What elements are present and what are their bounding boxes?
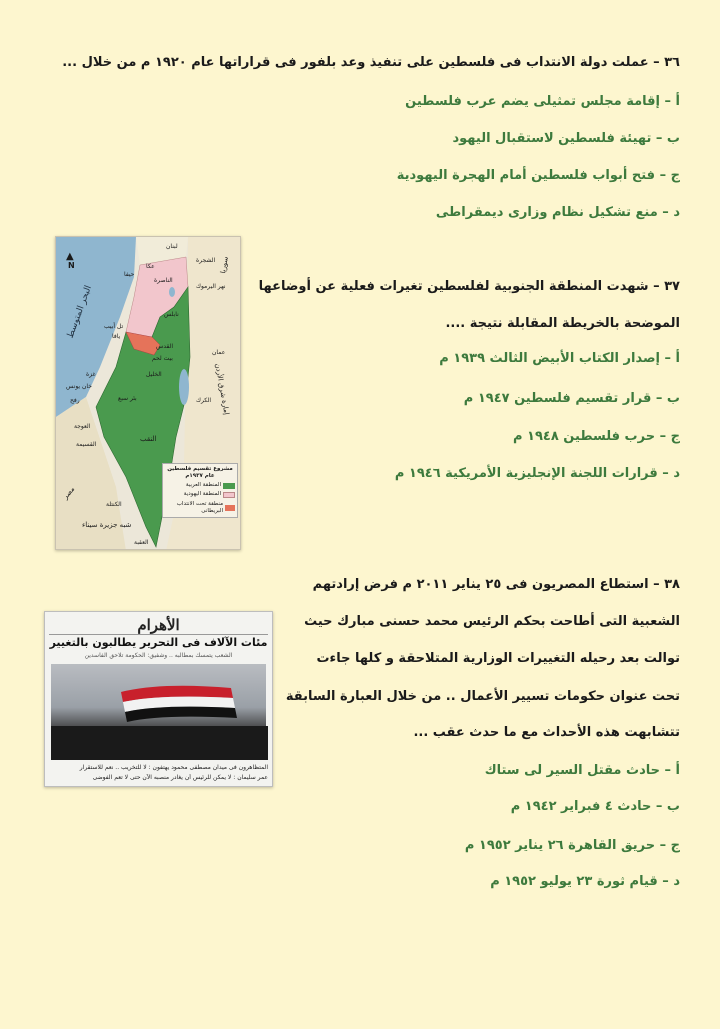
map-label-bethlehem: بيت لحم [152, 355, 173, 362]
map-label-qusayma: القسيمة [76, 441, 97, 448]
map-label-syria: سوريا [219, 255, 230, 275]
legend-title: مشروع تقسيم فلسطين عام ١٩٣٧م [167, 466, 233, 480]
question-38-line-4: تحت عنوان حكومات تسيير الأعمال .. من خلال العبارة السابقة [285, 689, 680, 704]
question-38-line-5: تتشابهت هذه الأحداث مع ما حدث عقب ... [413, 725, 680, 740]
legend-label-jewish: المنطقة اليهودية [183, 491, 221, 498]
q37-option-d[interactable]: د – قرارات اللجنة الإنجليزية الأمريكية ١٩٤٦ م [394, 466, 680, 481]
legend-label-arab: المنطقة العربية [185, 482, 221, 489]
q36-option-d[interactable]: د – منع تشكيل نظام وزارى ديمقراطى [435, 205, 680, 220]
legend-swatch-arab [223, 483, 235, 489]
map-label-mediterranean: البحر المتوسط [65, 284, 94, 340]
legend-item-arab [165, 482, 235, 489]
map-label-akka: عكا [146, 263, 155, 270]
question-38-line-3: توالت بعد رحيله التغييرات الوزارية المتلاحقة و كلها جاءت [316, 651, 680, 666]
question-37-line-2: الموضحة بالخريطة المقابلة نتيجة .... [445, 316, 680, 331]
palestine-partition-map [55, 236, 241, 550]
q38-option-b[interactable]: ب – حادث ٤ فبراير ١٩٤٢ م [510, 799, 680, 814]
newspaper-headline: مئات الآلاف فى التحرير يطالبون بالتغيير [49, 636, 268, 649]
map-label-lebanon: لبنان [166, 243, 178, 250]
q36-option-c[interactable]: ج – فتح أبواب فلسطين أمام الهجرة اليهودية [396, 168, 680, 183]
map-label-naqab: النقب [140, 435, 157, 443]
map-label-beersheba: بئر سبع [118, 395, 137, 402]
q38-option-c[interactable]: ج – حريق القاهرة ٢٦ يناير ١٩٥٢ م [464, 838, 680, 853]
map-label-yafa: يافا [112, 333, 121, 340]
map-label-yarmouk: نهر اليرموك [196, 283, 226, 290]
legend-item-jewish [165, 491, 235, 498]
newspaper-masthead: الأهرام [137, 616, 180, 634]
map-label-sinai: شبه جزيرة سيناء [82, 521, 132, 529]
map-label-nasira: الناصرة [154, 277, 173, 284]
map-label-haifa: حيفا [124, 271, 135, 278]
map-label-rafah: رفح [70, 397, 80, 404]
map-label-karak: الكرك [196, 397, 212, 404]
map-label-egypt: مصر [61, 485, 77, 501]
map-label-nablus: نابلس [164, 311, 179, 318]
q38-option-a[interactable]: أ – حادث مقتل السير لى ستاك [484, 763, 680, 778]
q37-option-a[interactable]: أ – إصدار الكتاب الأبيض الثالث ١٩٣٩ م [439, 351, 680, 366]
question-37-line-1: ٣٧ – شهدت المنطقة الجنوبية لفلسطين تغيرات فعلية عن أوضاعها [258, 279, 680, 294]
legend-item-mandate [165, 501, 235, 515]
map-label-khanyounis: خان يونس [66, 383, 92, 390]
map-label-telaviv: تل أبيب [104, 323, 124, 330]
map-label-awja: العوجة [74, 423, 91, 430]
map-label-aqaba: العقبة [134, 539, 149, 546]
legend-label-mandate: منطقة تحت الانتداب البريطانى [176, 500, 224, 514]
ahram-newspaper-image [44, 611, 273, 787]
map-label-kuntilla: الكنتلة [106, 501, 122, 508]
egypt-flag-icon [121, 686, 237, 722]
map-label-shajara: الشجرة [196, 257, 216, 264]
newspaper-subhead: الشعب يتمسك بمطالبه .. وشفيق: الحكومة تلاحق الفاسدين [84, 652, 233, 659]
map-label-north: N [68, 261, 75, 270]
newspaper-caption-2: عمر سليمان : لا يمكن للرئيس أن يغادر منصبه الآن حتى لا تعم الفوضى [92, 774, 268, 781]
legend-swatch-jewish [223, 492, 235, 498]
newspaper-caption-1: المتظاهرون فى ميدان مصطفى محمود يهتفون : لا للتخريب .. نعم للاستقرار [79, 764, 268, 771]
q36-option-b[interactable]: ب – تهيئة فلسطين لاستقبال اليهود [452, 131, 680, 146]
map-legend [162, 463, 238, 518]
q37-option-c[interactable]: ج – حرب فلسطين ١٩٤٨ م [512, 429, 680, 444]
map-label-jordan: إمارة شرق الأردن [213, 362, 231, 416]
map-label-khalil: الخليل [146, 371, 162, 378]
question-38-line-1: ٣٨ – استطاع المصريون فى ٢٥ يناير ٢٠١١ م فرض إرادتهم [312, 577, 680, 592]
q37-option-b[interactable]: ب – قرار تقسيم فلسطين ١٩٤٧ م [463, 391, 680, 406]
map-label-quds: القدس [156, 343, 174, 350]
q36-option-a[interactable]: أ – إقامة مجلس تمثيلى يضم عرب فلسطين [405, 94, 680, 109]
tahrir-crowd-photo [51, 664, 266, 760]
q38-option-d[interactable]: د – قيام ثورة ٢٣ يوليو ١٩٥٢ م [490, 874, 680, 889]
question-36: ٣٦ – عملت دولة الانتداب فى فلسطين على تنفيذ وعد بلفور فى قراراتها عام ١٩٢٠ م من خلال ... [62, 55, 680, 70]
masthead-rule [49, 634, 268, 635]
map-label-amman: عمان [212, 349, 226, 356]
question-38-line-2: الشعبية التى أطاحت بحكم الرئيس محمد حسنى مبارك حيث [304, 614, 680, 629]
map-label-gaza: غزة [86, 371, 96, 378]
legend-swatch-mandate [225, 505, 235, 511]
north-arrow-icon: ▲ [66, 251, 74, 262]
